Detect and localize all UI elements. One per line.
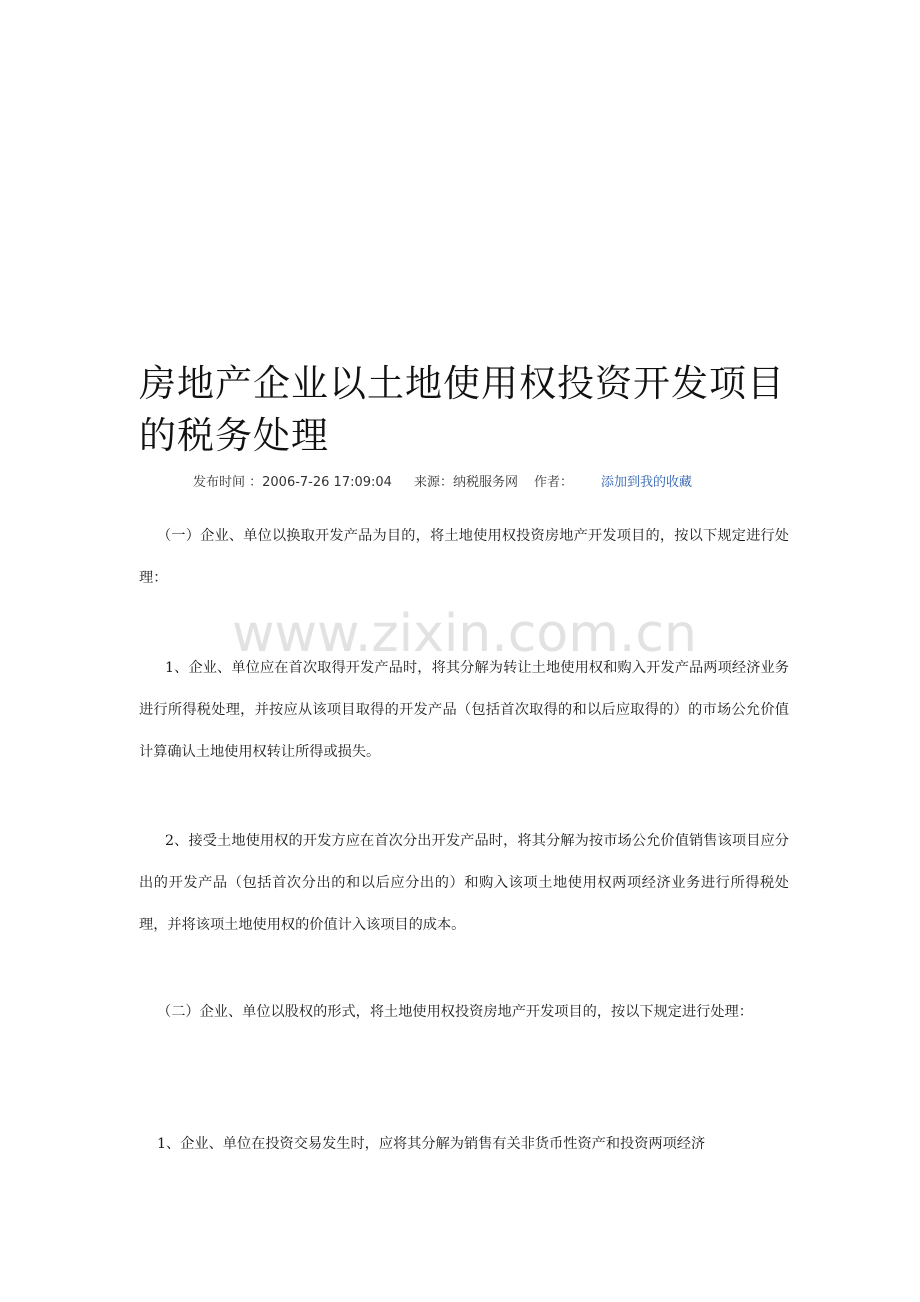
paragraph-1: （一）企业、单位以换取开发产品为目的，将土地使用权投资房地产开发项目的，按以下规定进行处理：: [139, 528, 789, 586]
publish-label: 发布时间 ：: [193, 475, 263, 490]
paragraph-2: 1、企业、单位应在首次取得开发产品时，将其分解为转让土地使用权和购入开发产品两项经济业务进行所得税处理，并按应从该项目取得的开发产品（包括首次取得的和以后应取得的）的市场公允价值计算确认土地使用权转让所得或损失。: [139, 660, 789, 760]
publish-time: 2006-7-26 17:09:04: [262, 475, 392, 490]
article-meta: [193, 474, 692, 492]
paragraph-5: 1、企业、单位在投资交易发生时，应将其分解为销售有关非货币性资产和投资两项经济: [157, 1136, 706, 1152]
author-label: 作者：: [533, 475, 573, 490]
add-to-favorites-link[interactable]: 添加到我的收藏: [600, 475, 692, 490]
site-watermark: www.zixin.com.cn: [232, 604, 697, 664]
paragraph-4: （二）企业、单位以股权的形式，将土地使用权投资房地产开发项目的，按以下规定进行处理：: [157, 1004, 753, 1020]
paragraph-3: 2、接受土地使用权的开发方应在首次分出开发产品时，将其分解为按市场公允价值销售该项目应分出的开发产品（包括首次分出的和以后应分出的）和购入该项土地使用权两项经济业务进行所得税处理，并将该项土地使用权的价值计入该项目的成本。: [139, 833, 789, 933]
source-text: 来源：纳税服务网: [413, 475, 518, 490]
article-title: 房地产企业以土地使用权投资开发项目的税务处理: [139, 362, 785, 457]
